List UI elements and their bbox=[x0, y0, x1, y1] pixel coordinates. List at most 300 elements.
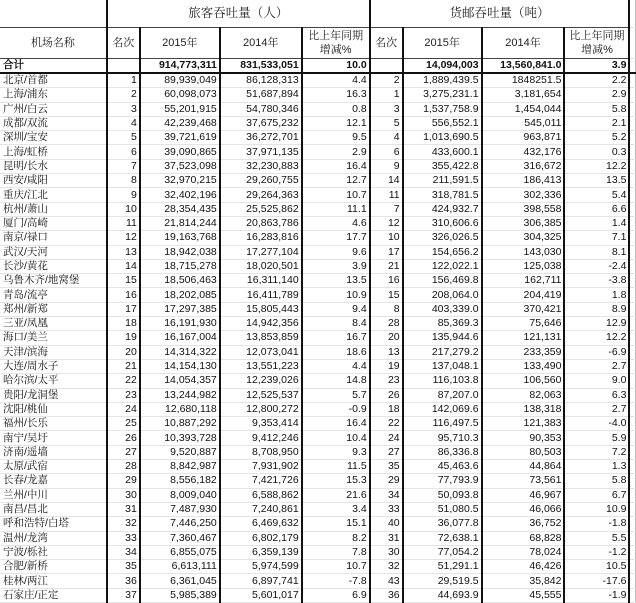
cargo-change-cell: 13.5 bbox=[564, 174, 629, 188]
pax-change-cell: 0.8 bbox=[302, 102, 370, 116]
pax-2015-cell: 42,239,468 bbox=[140, 116, 220, 130]
cargo-change-cell: 5.8 bbox=[564, 474, 629, 488]
airport-name-cell: 北京/首都 bbox=[0, 73, 107, 88]
airport-name-cell: 南昌/昌北 bbox=[0, 502, 107, 516]
pax-change-cell: 4.6 bbox=[302, 216, 370, 230]
pax-2015-cell: 17,297,385 bbox=[140, 302, 220, 316]
cargo-2014-cell: 45,555 bbox=[482, 588, 565, 602]
pax-change-cell: 13.5 bbox=[302, 274, 370, 288]
airport-name-cell: 青岛/流亭 bbox=[0, 288, 107, 302]
cargo-rank-cell: 30 bbox=[370, 545, 403, 559]
cargo-rank-cell: 43 bbox=[370, 574, 403, 588]
pax-rank-cell: 13 bbox=[107, 245, 140, 259]
cargo-rank-cell: 27 bbox=[370, 445, 403, 459]
cargo-rank-cell: 34 bbox=[370, 488, 403, 502]
cargo-rank-cell: 10 bbox=[370, 231, 403, 245]
group-header-row bbox=[0, 0, 636, 28]
cargo-rank-header: 名次 bbox=[370, 28, 403, 59]
cargo-2015-cell: 86,336.8 bbox=[403, 445, 482, 459]
pax-2015-cell: 18,715,278 bbox=[140, 259, 220, 273]
pax-change-cell: 16.3 bbox=[302, 88, 370, 102]
pax-2014-cell: 37,971,135 bbox=[220, 145, 302, 159]
table-row bbox=[0, 259, 636, 273]
cargo-change-cell: 10.9 bbox=[564, 502, 629, 516]
airport-name-cell: 桂林/两江 bbox=[0, 574, 107, 588]
cargo-2014-cell: 46,967 bbox=[482, 488, 565, 502]
cargo-rank-cell: 1 bbox=[370, 88, 403, 102]
cargo-2015-cell: 51,080.5 bbox=[403, 502, 482, 516]
pax-2015-cell: 7,360,467 bbox=[140, 531, 220, 545]
cargo-change-cell: 0.3 bbox=[564, 145, 629, 159]
pax-change-cell: 6.9 bbox=[302, 588, 370, 602]
cargo-2014-cell: 106,560 bbox=[482, 374, 565, 388]
pax-rank-cell: 21 bbox=[107, 359, 140, 373]
total-cargo-2015: 14,094,003 bbox=[403, 59, 482, 74]
pax-2015-cell: 18,942,038 bbox=[140, 245, 220, 259]
cargo-2014-cell: 963,871 bbox=[482, 131, 565, 145]
pax-2015-cell: 6,855,075 bbox=[140, 545, 220, 559]
pax-2015-cell: 21,814,244 bbox=[140, 216, 220, 230]
cargo-2015-cell: 85,369.3 bbox=[403, 317, 482, 331]
cargo-2015-cell: 51,291.1 bbox=[403, 560, 482, 574]
cargo-rank-cell: 19 bbox=[370, 359, 403, 373]
cargo-change-cell: 5.9 bbox=[564, 431, 629, 445]
pax-2014-cell: 9,353,414 bbox=[220, 417, 302, 431]
pax-2014-cell: 17,277,104 bbox=[220, 245, 302, 259]
pax-2014-cell: 12,239,026 bbox=[220, 374, 302, 388]
airport-name-cell: 天津/滨海 bbox=[0, 345, 107, 359]
cargo-change-cell: -1.9 bbox=[564, 588, 629, 602]
pax-2015-cell: 18,202,085 bbox=[140, 288, 220, 302]
pax-rank-cell: 31 bbox=[107, 502, 140, 516]
cargo-rank-cell: 6 bbox=[370, 145, 403, 159]
table-row bbox=[0, 531, 636, 545]
total-label: 合计 bbox=[0, 59, 107, 74]
pax-change-cell: -0.9 bbox=[302, 402, 370, 416]
cargo-change-cell: 2.9 bbox=[564, 88, 629, 102]
airport-name-cell: 西安/咸阳 bbox=[0, 174, 107, 188]
cargo-2015-cell: 116,103.8 bbox=[403, 374, 482, 388]
cargo-rank-cell: 18 bbox=[370, 402, 403, 416]
cargo-rank-cell: 13 bbox=[370, 345, 403, 359]
airport-name-cell: 武汉/天河 bbox=[0, 245, 107, 259]
pax-2015-cell: 14,314,322 bbox=[140, 345, 220, 359]
cargo-2015-cell: 77,793.9 bbox=[403, 474, 482, 488]
pax-2015-cell: 13,244,982 bbox=[140, 388, 220, 402]
pax-rank-cell: 2 bbox=[107, 88, 140, 102]
cargo-rank-cell: 22 bbox=[370, 417, 403, 431]
pax-2014-cell: 16,411,789 bbox=[220, 288, 302, 302]
pax-change-cell: 16.4 bbox=[302, 159, 370, 173]
cargo-2015-cell: 433,600.1 bbox=[403, 145, 482, 159]
table-row bbox=[0, 574, 636, 588]
cargo-rank-cell: 14 bbox=[370, 174, 403, 188]
table-row bbox=[0, 102, 636, 116]
cargo-2015-cell: 211,591.5 bbox=[403, 174, 482, 188]
cargo-rank-cell: 28 bbox=[370, 317, 403, 331]
pax-change-cell: 17.7 bbox=[302, 231, 370, 245]
cargo-2015-cell: 95,710.3 bbox=[403, 431, 482, 445]
airport-name-cell: 乌鲁木齐/地窝堡 bbox=[0, 274, 107, 288]
airport-name-cell: 成都/双流 bbox=[0, 116, 107, 130]
airport-name-cell: 石家庄/正定 bbox=[0, 588, 107, 602]
pax-change-cell: 15.3 bbox=[302, 474, 370, 488]
total-cargo-change: 3.9 bbox=[564, 59, 629, 74]
cargo-2015-cell: 424,932.7 bbox=[403, 202, 482, 216]
pax-rank-cell: 4 bbox=[107, 116, 140, 130]
cargo-rank-cell: 5 bbox=[370, 116, 403, 130]
pax-change-cell: 8.4 bbox=[302, 317, 370, 331]
cargo-change-cell: 1.3 bbox=[564, 460, 629, 474]
cargo-2015-cell: 72,638.1 bbox=[403, 531, 482, 545]
cargo-change-cell: 12.2 bbox=[564, 331, 629, 345]
table-row bbox=[0, 145, 636, 159]
cargo-2014-cell: 143,030 bbox=[482, 245, 565, 259]
table-row bbox=[0, 159, 636, 173]
cargo-change-cell: 2.7 bbox=[564, 402, 629, 416]
pax-rank-cell: 36 bbox=[107, 574, 140, 588]
cargo-2014-cell: 3,181,654 bbox=[482, 88, 565, 102]
pax-change-cell: 12.1 bbox=[302, 116, 370, 130]
cargo-2014-cell: 46,426 bbox=[482, 560, 565, 574]
pax-2015-cell: 89,939,049 bbox=[140, 73, 220, 88]
cargo-2015-cell: 310,606.6 bbox=[403, 216, 482, 230]
pax-change-cell: 12.7 bbox=[302, 174, 370, 188]
pax-rank-cell: 3 bbox=[107, 102, 140, 116]
airport-name-cell: 南京/禄口 bbox=[0, 231, 107, 245]
pax-2015-cell: 8,842,987 bbox=[140, 460, 220, 474]
pax-rank-cell: 20 bbox=[107, 345, 140, 359]
pax-change-cell: 2.9 bbox=[302, 145, 370, 159]
table-row bbox=[0, 274, 636, 288]
pax-rank-cell: 29 bbox=[107, 474, 140, 488]
cargo-2014-cell: 233,359 bbox=[482, 345, 565, 359]
pax-2015-cell: 8,556,182 bbox=[140, 474, 220, 488]
cargo-change-cell: 10.5 bbox=[564, 560, 629, 574]
pax-2014-cell: 7,931,902 bbox=[220, 460, 302, 474]
pax-rank-cell: 8 bbox=[107, 174, 140, 188]
pax-2015-cell: 16,191,930 bbox=[140, 317, 220, 331]
cargo-2014-cell: 138,318 bbox=[482, 402, 565, 416]
pax-rank-cell: 17 bbox=[107, 302, 140, 316]
airport-name-cell: 杭州/萧山 bbox=[0, 202, 107, 216]
table-row bbox=[0, 288, 636, 302]
pax-rank-cell: 25 bbox=[107, 417, 140, 431]
cargo-2015-cell: 326,026.5 bbox=[403, 231, 482, 245]
pax-rank-cell: 14 bbox=[107, 259, 140, 273]
pax-change-cell: -7.8 bbox=[302, 574, 370, 588]
cargo-change-cell: -1.8 bbox=[564, 517, 629, 531]
pax-2015-cell: 19,163,768 bbox=[140, 231, 220, 245]
cargo-change-header: 比上年同期 增减% bbox=[564, 28, 629, 59]
pax-rank-cell: 16 bbox=[107, 288, 140, 302]
cargo-2014-cell: 1,454,044 bbox=[482, 102, 565, 116]
cargo-rank-cell: 21 bbox=[370, 259, 403, 273]
cargo-2014-cell: 75,646 bbox=[482, 317, 565, 331]
cargo-2014-cell: 68,828 bbox=[482, 531, 565, 545]
pax-change-cell: 9.4 bbox=[302, 302, 370, 316]
table-row bbox=[0, 331, 636, 345]
table-row bbox=[0, 216, 636, 230]
pax-2015-cell: 8,009,040 bbox=[140, 488, 220, 502]
cargo-2015-cell: 1,537,758.9 bbox=[403, 102, 482, 116]
airport-name-cell: 济南/遥墙 bbox=[0, 445, 107, 459]
pax-rank-cell: 37 bbox=[107, 588, 140, 602]
cargo-2015-cell: 50,093.8 bbox=[403, 488, 482, 502]
pax-rank-cell: 26 bbox=[107, 431, 140, 445]
cargo-2015-cell: 36,077.8 bbox=[403, 517, 482, 531]
pax-rank-cell: 10 bbox=[107, 202, 140, 216]
pax-rank-cell: 15 bbox=[107, 274, 140, 288]
pax-2014-cell: 51,687,894 bbox=[220, 88, 302, 102]
cargo-2014-cell: 78,024 bbox=[482, 545, 565, 559]
pax-2014-cell: 6,359,139 bbox=[220, 545, 302, 559]
pax-change-cell: 11.1 bbox=[302, 202, 370, 216]
cargo-2014-cell: 162,711 bbox=[482, 274, 565, 288]
cargo-change-cell: 9.0 bbox=[564, 374, 629, 388]
cargo-rank-cell: 29 bbox=[370, 474, 403, 488]
table-row bbox=[0, 116, 636, 130]
cargo-rank-cell: 36 bbox=[370, 588, 403, 602]
cargo-2014-cell: 35,842 bbox=[482, 574, 565, 588]
pax-2015-header: 2015年 bbox=[140, 28, 220, 59]
cargo-2015-cell: 1,013,690.5 bbox=[403, 131, 482, 145]
airport-name-cell: 南宁/吴圩 bbox=[0, 431, 107, 445]
cargo-2014-cell: 186,413 bbox=[482, 174, 565, 188]
airport-name-cell: 郑州/新郑 bbox=[0, 302, 107, 316]
pax-rank-cell: 27 bbox=[107, 445, 140, 459]
cargo-2014-cell: 82,063 bbox=[482, 388, 565, 402]
cargo-2014-header: 2014年 bbox=[482, 28, 565, 59]
pax-2015-cell: 7,487,930 bbox=[140, 502, 220, 516]
pax-2014-cell: 15,805,443 bbox=[220, 302, 302, 316]
table-row bbox=[0, 88, 636, 102]
airport-name-cell: 重庆/江北 bbox=[0, 188, 107, 202]
airport-name-header: 机场名称 bbox=[0, 28, 107, 59]
cargo-rank-cell: 17 bbox=[370, 245, 403, 259]
cargo-2015-cell: 556,552.1 bbox=[403, 116, 482, 130]
airport-name-cell: 长沙/黄花 bbox=[0, 259, 107, 273]
pax-2014-cell: 16,283,816 bbox=[220, 231, 302, 245]
table-row bbox=[0, 188, 636, 202]
pax-change-cell: 9.6 bbox=[302, 245, 370, 259]
cargo-rank-cell: 20 bbox=[370, 331, 403, 345]
pax-2014-cell: 13,853,859 bbox=[220, 331, 302, 345]
pax-2015-cell: 55,201,915 bbox=[140, 102, 220, 116]
cargo-change-cell: 8.1 bbox=[564, 245, 629, 259]
pax-rank-cell: 5 bbox=[107, 131, 140, 145]
pax-change-cell: 10.4 bbox=[302, 431, 370, 445]
pax-rank-header: 名次 bbox=[107, 28, 140, 59]
table-row bbox=[0, 402, 636, 416]
total-pax-2015: 914,773,311 bbox=[140, 59, 220, 74]
cargo-change-cell: -2.4 bbox=[564, 259, 629, 273]
cargo-2014-cell: 36,752 bbox=[482, 517, 565, 531]
table-row bbox=[0, 474, 636, 488]
cargo-2014-cell: 316,672 bbox=[482, 159, 565, 173]
cargo-2014-cell: 304,325 bbox=[482, 231, 565, 245]
pax-2014-cell: 8,708,950 bbox=[220, 445, 302, 459]
cargo-rank-cell: 31 bbox=[370, 531, 403, 545]
pax-2014-cell: 5,601,017 bbox=[220, 588, 302, 602]
pax-2015-cell: 12,680,118 bbox=[140, 402, 220, 416]
pax-2014-cell: 16,311,140 bbox=[220, 274, 302, 288]
pax-2014-cell: 18,020,501 bbox=[220, 259, 302, 273]
table-row bbox=[0, 517, 636, 531]
cargo-2014-cell: 44,864 bbox=[482, 460, 565, 474]
pax-rank-cell: 35 bbox=[107, 560, 140, 574]
cargo-rank-cell: 2 bbox=[370, 73, 403, 88]
pax-2014-cell: 12,073,041 bbox=[220, 345, 302, 359]
table-body bbox=[0, 73, 636, 602]
cargo-2015-header: 2015年 bbox=[403, 28, 482, 59]
pax-rank-cell: 11 bbox=[107, 216, 140, 230]
cargo-rank-cell: 11 bbox=[370, 188, 403, 202]
cargo-2015-cell: 29,519.5 bbox=[403, 574, 482, 588]
airport-name-cell: 呼和浩特/白塔 bbox=[0, 517, 107, 531]
pax-2015-cell: 18,506,463 bbox=[140, 274, 220, 288]
cargo-2015-cell: 87,207.0 bbox=[403, 388, 482, 402]
pax-rank-cell: 12 bbox=[107, 231, 140, 245]
pax-2014-cell: 25,525,862 bbox=[220, 202, 302, 216]
cargo-rank-cell: 12 bbox=[370, 216, 403, 230]
cargo-change-cell: -1.2 bbox=[564, 545, 629, 559]
pax-2014-cell: 20,863,786 bbox=[220, 216, 302, 230]
airport-name-cell: 兰州/中川 bbox=[0, 488, 107, 502]
table-row bbox=[0, 317, 636, 331]
table-row bbox=[0, 374, 636, 388]
table-row bbox=[0, 445, 636, 459]
cargo-2014-cell: 1848251.5 bbox=[482, 73, 565, 88]
cargo-rank-cell: 24 bbox=[370, 431, 403, 445]
airport-name-cell: 合肥/新桥 bbox=[0, 560, 107, 574]
pax-2014-cell: 6,469,632 bbox=[220, 517, 302, 531]
cargo-2015-cell: 122,022.1 bbox=[403, 259, 482, 273]
pax-change-cell: 8.2 bbox=[302, 531, 370, 545]
pax-2015-cell: 37,523,098 bbox=[140, 159, 220, 173]
cargo-change-cell: 6.6 bbox=[564, 202, 629, 216]
cargo-rank-cell: 23 bbox=[370, 374, 403, 388]
cargo-rank-cell: 9 bbox=[370, 159, 403, 173]
cargo-2014-cell: 432,176 bbox=[482, 145, 565, 159]
pax-2014-cell: 37,675,232 bbox=[220, 116, 302, 130]
pax-2015-cell: 10,393,728 bbox=[140, 431, 220, 445]
pax-2014-cell: 32,230,883 bbox=[220, 159, 302, 173]
cargo-rank-cell: 3 bbox=[370, 102, 403, 116]
pax-rank-cell: 28 bbox=[107, 460, 140, 474]
airport-name-cell: 广州/白云 bbox=[0, 102, 107, 116]
cargo-2015-cell: 154,656.2 bbox=[403, 245, 482, 259]
airport-name-cell: 福州/长乐 bbox=[0, 417, 107, 431]
cargo-2015-cell: 217,279.2 bbox=[403, 345, 482, 359]
cargo-2014-cell: 545,011 bbox=[482, 116, 565, 130]
table-row bbox=[0, 73, 636, 88]
pax-2015-cell: 6,361,045 bbox=[140, 574, 220, 588]
table-row bbox=[0, 417, 636, 431]
cargo-2015-cell: 44,693.9 bbox=[403, 588, 482, 602]
total-row bbox=[0, 59, 636, 74]
cargo-2014-cell: 121,131 bbox=[482, 331, 565, 345]
airport-name-cell: 太原/武宿 bbox=[0, 460, 107, 474]
cargo-2015-cell: 3,275,231.1 bbox=[403, 88, 482, 102]
cargo-2014-cell: 306,385 bbox=[482, 216, 565, 230]
pax-2015-cell: 14,054,357 bbox=[140, 374, 220, 388]
airport-name-cell: 沈阳/桃仙 bbox=[0, 402, 107, 416]
cargo-change-cell: 5.8 bbox=[564, 102, 629, 116]
cargo-2015-cell: 45,463.6 bbox=[403, 460, 482, 474]
pax-2015-cell: 14,154,130 bbox=[140, 359, 220, 373]
pax-2014-cell: 6,802,179 bbox=[220, 531, 302, 545]
cargo-change-cell: 2.7 bbox=[564, 359, 629, 373]
pax-change-cell: 3.4 bbox=[302, 502, 370, 516]
cargo-change-cell: 1.4 bbox=[564, 216, 629, 230]
total-cargo-2014: 13,560,841.0 bbox=[482, 59, 565, 74]
cargo-2015-cell: 403,339.0 bbox=[403, 302, 482, 316]
pax-rank-cell: 22 bbox=[107, 374, 140, 388]
cargo-rank-cell: 8 bbox=[370, 302, 403, 316]
pax-2014-cell: 13,551,223 bbox=[220, 359, 302, 373]
table-row bbox=[0, 231, 636, 245]
column-header-row bbox=[0, 28, 636, 59]
airport-name-cell: 长春/龙嘉 bbox=[0, 474, 107, 488]
total-pax-2014: 831,533,051 bbox=[220, 59, 302, 74]
pax-change-cell: 16.7 bbox=[302, 331, 370, 345]
pax-rank-cell: 19 bbox=[107, 331, 140, 345]
cargo-2014-cell: 302,336 bbox=[482, 188, 565, 202]
cargo-2015-cell: 135,944.6 bbox=[403, 331, 482, 345]
table-row bbox=[0, 245, 636, 259]
cargo-2014-cell: 46,066 bbox=[482, 502, 565, 516]
pax-rank-cell: 30 bbox=[107, 488, 140, 502]
cargo-2015-cell: 318,781.5 bbox=[403, 188, 482, 202]
pax-2014-cell: 7,240,861 bbox=[220, 502, 302, 516]
cargo-rank-cell: 35 bbox=[370, 460, 403, 474]
cargo-change-cell: -6.9 bbox=[564, 345, 629, 359]
pax-2015-cell: 9,520,887 bbox=[140, 445, 220, 459]
cargo-2014-cell: 398,558 bbox=[482, 202, 565, 216]
table-row bbox=[0, 359, 636, 373]
airport-name-cell: 哈尔滨/太平 bbox=[0, 374, 107, 388]
cargo-2015-cell: 1,889,439.5 bbox=[403, 73, 482, 88]
cargo-2015-cell: 208,064.0 bbox=[403, 288, 482, 302]
cargo-change-cell: -3.8 bbox=[564, 274, 629, 288]
cargo-2015-cell: 156,469.8 bbox=[403, 274, 482, 288]
airport-name-cell: 温州/龙湾 bbox=[0, 531, 107, 545]
cargo-2014-cell: 125,038 bbox=[482, 259, 565, 273]
cargo-rank-cell: 15 bbox=[370, 288, 403, 302]
pax-change-cell: 10.7 bbox=[302, 560, 370, 574]
airport-name-cell: 深圳/宝安 bbox=[0, 131, 107, 145]
pax-2015-cell: 39,090,865 bbox=[140, 145, 220, 159]
pax-2015-cell: 5,985,389 bbox=[140, 588, 220, 602]
cargo-rank-cell: 33 bbox=[370, 502, 403, 516]
pax-change-cell: 14.8 bbox=[302, 374, 370, 388]
cargo-2015-cell: 142,069.6 bbox=[403, 402, 482, 416]
cargo-rank-cell: 32 bbox=[370, 560, 403, 574]
pax-2015-cell: 6,613,111 bbox=[140, 560, 220, 574]
pax-change-cell: 21.6 bbox=[302, 488, 370, 502]
pax-rank-cell: 23 bbox=[107, 388, 140, 402]
pax-change-header: 比上年同期 增减% bbox=[302, 28, 370, 59]
cargo-change-cell: 8.9 bbox=[564, 302, 629, 316]
table-row bbox=[0, 545, 636, 559]
total-pax-change: 10.0 bbox=[302, 59, 370, 74]
pax-2014-cell: 36,272,701 bbox=[220, 131, 302, 145]
cargo-change-cell: 5.4 bbox=[564, 188, 629, 202]
pax-2014-cell: 5,974,599 bbox=[220, 560, 302, 574]
cargo-2014-cell: 121,383 bbox=[482, 417, 565, 431]
table-row bbox=[0, 502, 636, 516]
